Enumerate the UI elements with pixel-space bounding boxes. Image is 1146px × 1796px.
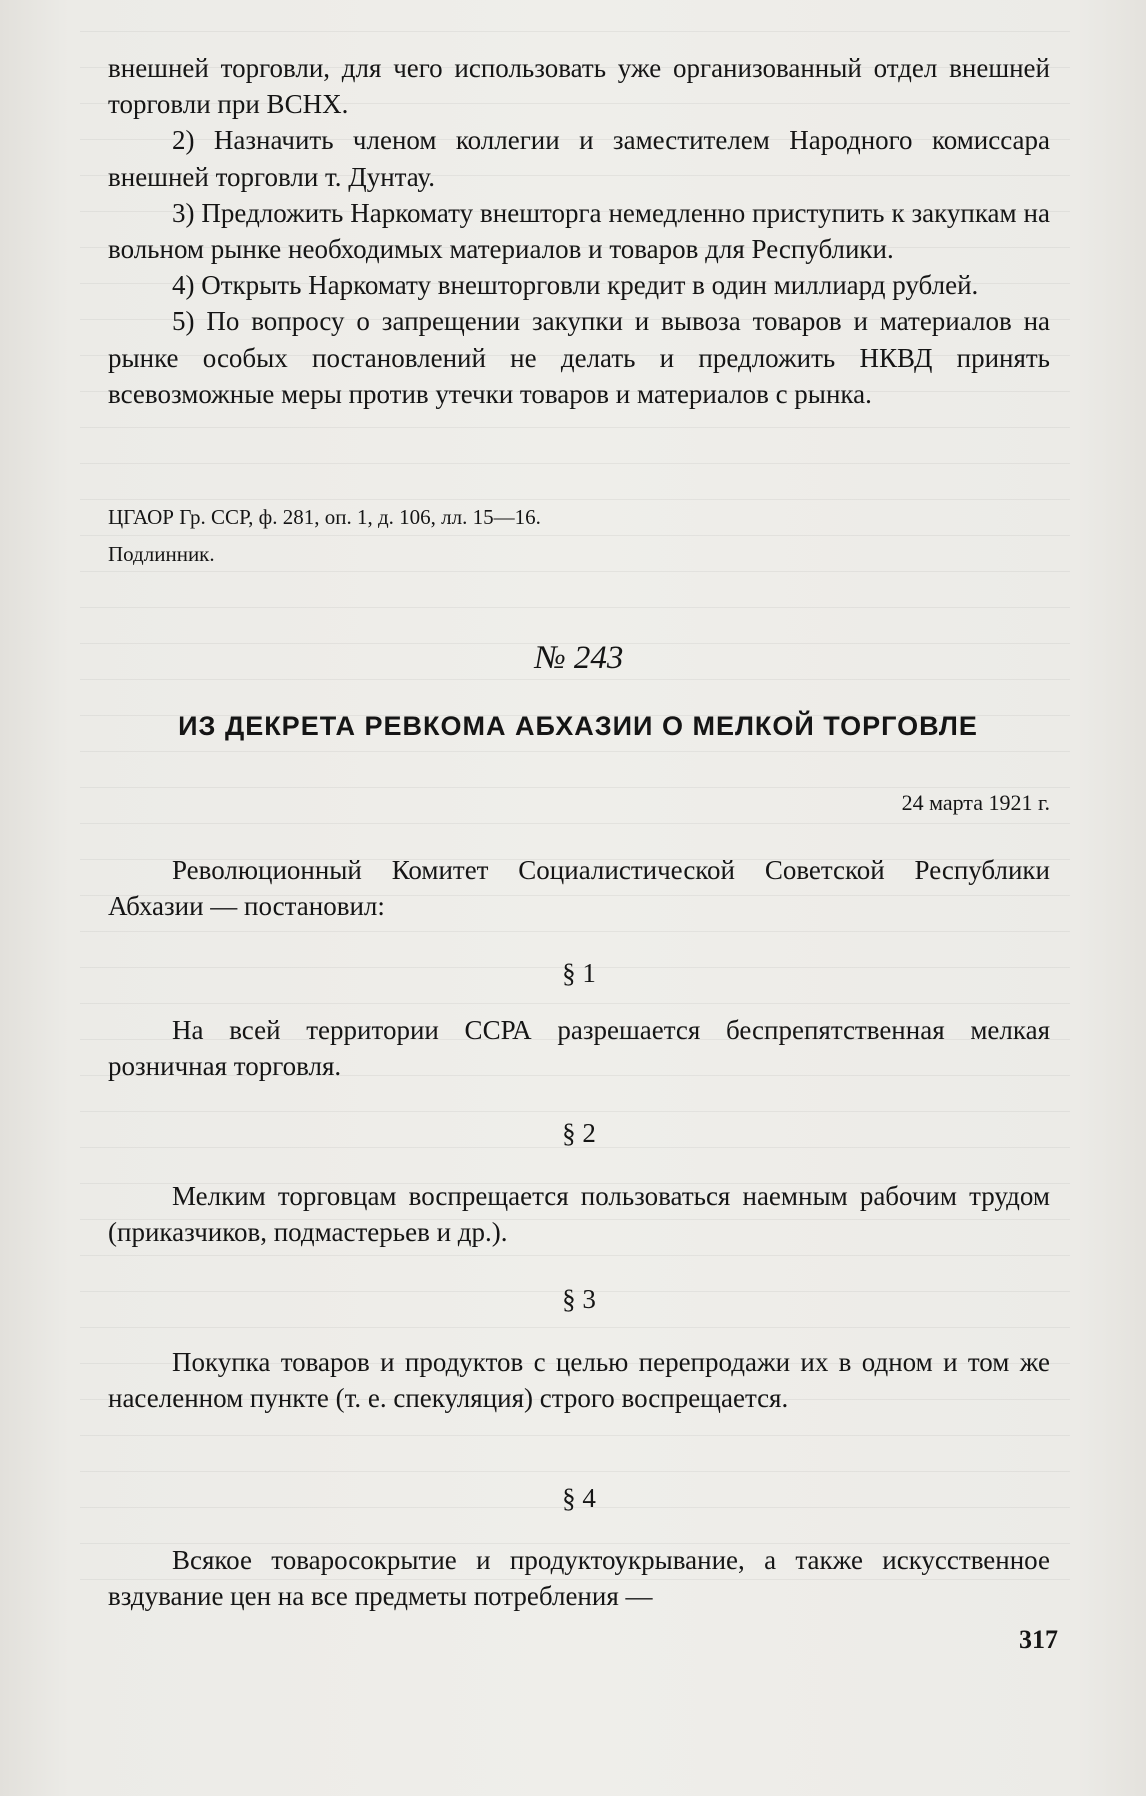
document-title: ИЗ ДЕКРЕТА РЕВКОМА АБХАЗИИ О МЕЛКОЙ ТОРГОВЛЕ	[178, 711, 978, 741]
section-mark-3: § 3	[562, 1284, 596, 1314]
paragraph-continuation: внешней торговли, для чего использовать уже организованный отдел внешней торговли при ВСНХ.	[108, 53, 1050, 120]
paragraph-item-5: 5) По вопросу о запрещении закупки и вывоза товаров и материалов на рынке особых постановлений не делать и предложить НКВД принять всевозможные меры против утечки товаров и материалов с рынка.	[108, 306, 1050, 409]
preamble: Революционный Комитет Социалистической Советской Республики Абхазии — постановил:	[108, 855, 1050, 922]
section-text-4: Всякое товаросокрытие и продуктоукрывание, а также искусственное вздувание цен на все предметы потребления —	[108, 1545, 1050, 1612]
section-text-3: Покупка товаров и продуктов с целью перепродажи их в одном и том же населенном пункте (т. е. спекуляция) строго воспрещается.	[108, 1347, 1050, 1414]
section-mark-1: § 1	[562, 958, 596, 988]
section-text-2: Мелким торговцам воспрещается пользоваться наемным рабочим трудом (приказчиков, подмастерьев и др.).	[108, 1181, 1050, 1248]
text-block-top	[108, 50, 1050, 412]
paragraph-item-3: 3) Предложить Наркомату внешторга немедленно приступить к закупкам на вольном рынке необходимых материалов и товаров для Республики.	[108, 197, 1050, 265]
paragraph-item-2: 2) Назначить членом коллегии и заместителем Народного комиссара внешней торговли т. Дунтау.	[108, 125, 1050, 192]
section-text-1: На всей территории ССРА разрешается беспрепятственная мелкая розничная торговля.	[108, 1015, 1050, 1082]
document-number: № 243	[534, 640, 624, 676]
original-note: Подлинник.	[108, 542, 215, 566]
page-number: 317	[1019, 1625, 1058, 1654]
archive-reference: ЦГАОР Гр. ССР, ф. 281, оп. 1, д. 106, лл. 15—16.	[108, 505, 541, 529]
document-date: 24 марта 1921 г.	[901, 790, 1050, 815]
paragraph-item-4: 4) Открыть Наркомату внешторговли кредит в один миллиард рублей.	[172, 270, 979, 301]
section-mark-2: § 2	[562, 1118, 596, 1148]
section-mark-4: § 4	[562, 1483, 596, 1513]
